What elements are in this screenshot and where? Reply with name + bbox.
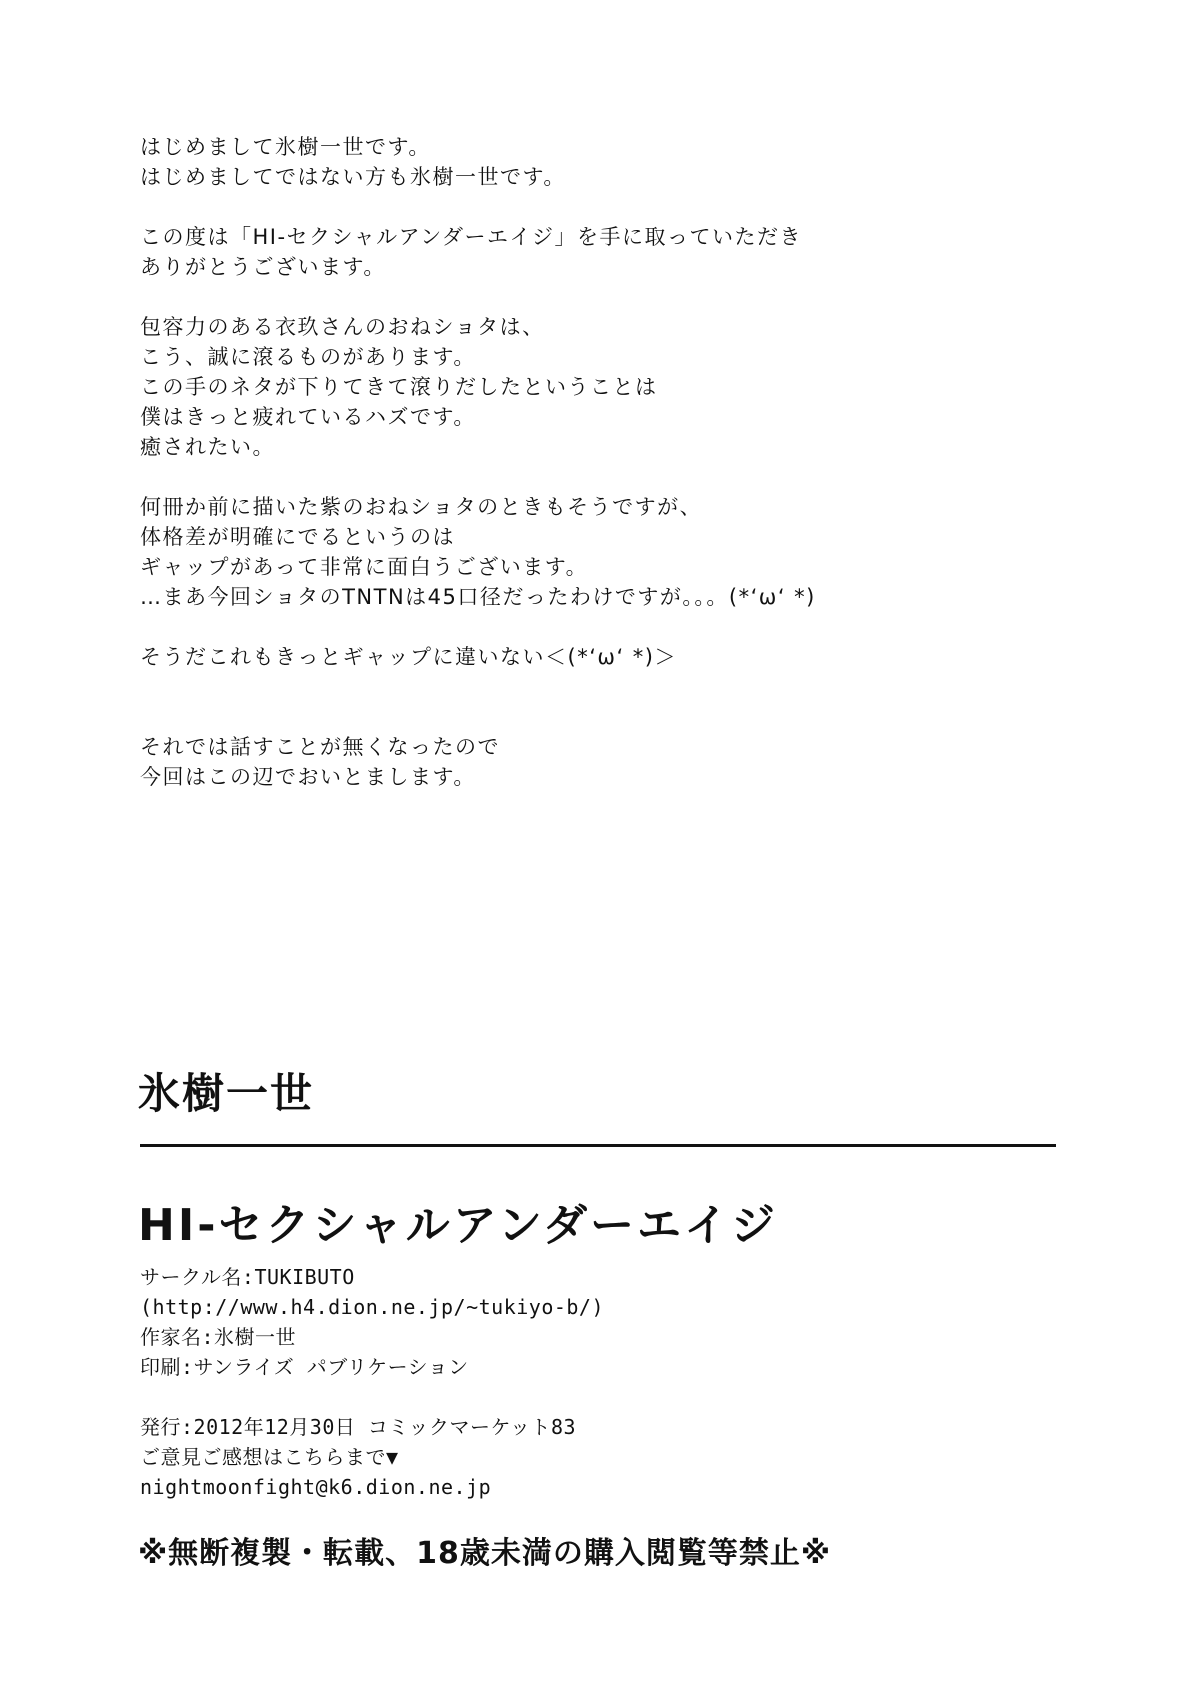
afterword-line: 今回はこの辺でおいとまします。 <box>140 765 476 789</box>
afterword-line: 癒されたい。 <box>140 435 275 459</box>
colophon <box>140 1262 604 1502</box>
book-title: HI-セクシャルアンダーエイジ <box>138 1200 779 1251</box>
afterword-paragraph-3 <box>140 312 1100 462</box>
colophon-url: (http://www.h4.dion.ne.jp/~tukiyo-b/) <box>140 1295 605 1319</box>
afterword-line: ありがとうございます。 <box>140 255 386 279</box>
colophon-circle: サークル名:TUKIBUTO <box>140 1265 355 1289</box>
afterword-line: この度は「HI-セクシャルアンダーエイジ」を手に取っていただき <box>140 225 802 249</box>
colophon-printer: 印刷:サンライズ パブリケーション <box>140 1355 469 1379</box>
author-signature: 氷樹一世 <box>138 1069 315 1118</box>
afterword-paragraph-6 <box>140 732 1100 792</box>
colophon-author: 作家名:氷樹一世 <box>140 1325 297 1349</box>
afterword-line: 何冊か前に描いた紫のおねショタのときもそうですが、 <box>140 495 703 519</box>
afterword-line: この手のネタが下りてきて滾りだしたということは <box>140 375 658 399</box>
afterword-paragraph-5 <box>140 642 1100 672</box>
colophon-published: 発行:2012年12月30日 コミックマーケット83 <box>140 1415 577 1439</box>
afterword-line: はじめまして氷樹一世です。 <box>140 135 431 159</box>
afterword-paragraph-1 <box>140 132 1100 192</box>
afterword-text <box>140 132 1100 822</box>
copyright-notice: ※無断複製・転載、18歳未満の購入閲覧等禁止※ <box>138 1536 832 1571</box>
afterword-line: そうだこれもきっとギャップに違いない＜(*‘ω‘ *)＞ <box>140 645 677 669</box>
afterword-line: 体格差が明確にでるというのは <box>140 525 455 549</box>
afterword-line: 僕はきっと疲れているハズです。 <box>140 405 476 429</box>
afterword-line: …まあ今回ショタのTNTNは45口径だったわけですが。。。(*‘ω‘ *) <box>140 585 816 609</box>
afterword-line: それでは話すことが無くなったので <box>140 735 500 759</box>
colophon-email: nightmoonfight@k6.dion.ne.jp <box>140 1475 492 1499</box>
divider-rule <box>140 1144 1056 1147</box>
afterword-line: はじめましてではない方も氷樹一世です。 <box>140 165 566 189</box>
colophon-spacer <box>140 1382 604 1412</box>
afterword-line: 包容力のある衣玖さんのおねショタは、 <box>140 315 545 339</box>
afterword-line: こう、誠に滾るものがあります。 <box>140 345 476 369</box>
afterword-line: ギャップがあって非常に面白うございます。 <box>140 555 589 579</box>
afterword-paragraph-2 <box>140 222 1100 282</box>
colophon-feedback: ご意見ご感想はこちらまで▼ <box>140 1445 399 1469</box>
afterword-paragraph-4 <box>140 492 1100 612</box>
